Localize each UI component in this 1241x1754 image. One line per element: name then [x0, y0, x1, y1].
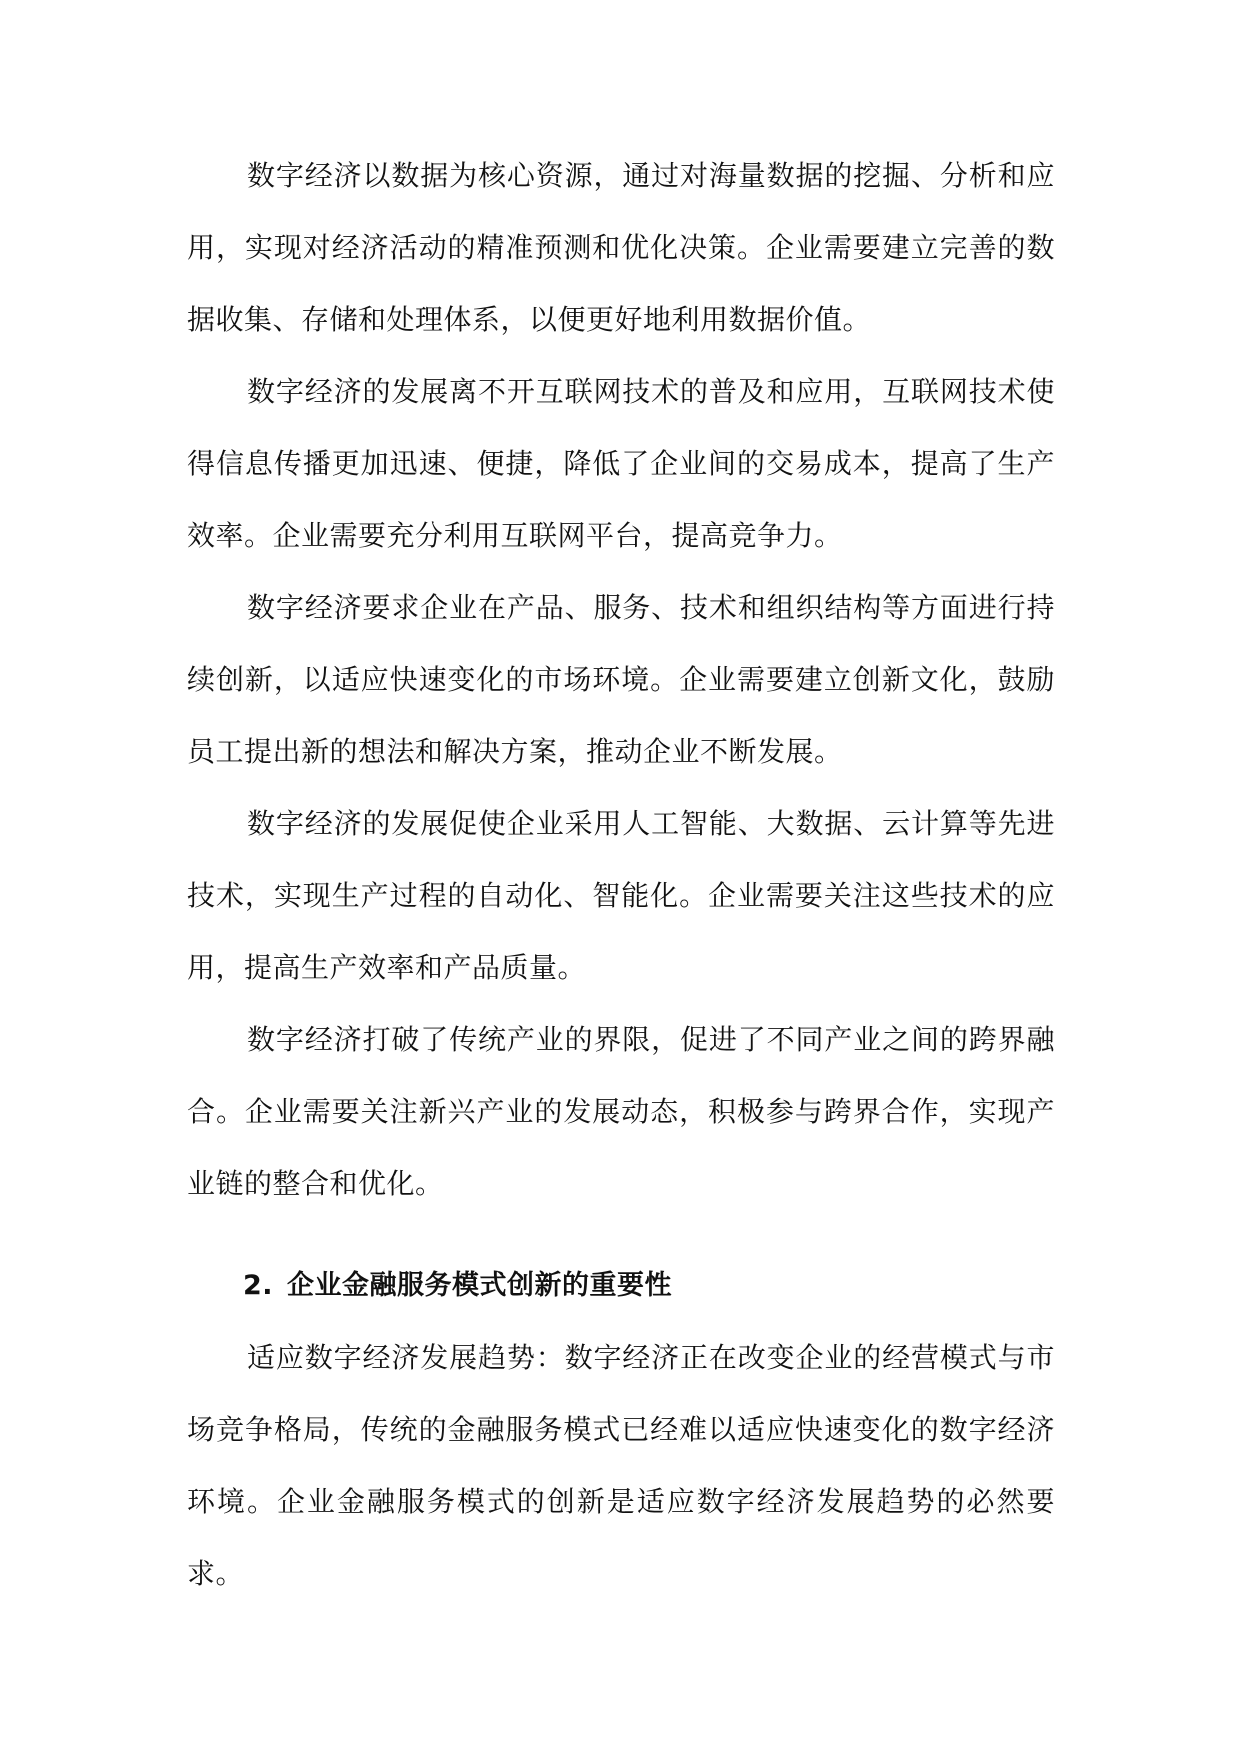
- paragraph-continuous-innovation: 数字经济要求企业在产品、服务、技术和组织结构等方面进行持续创新，以适应快速变化的市场环境。企业需要建立创新文化，鼓励员工提出新的想法和解决方案，推动企业不断发展。: [187, 591, 1055, 768]
- paragraph-data-resource: 数字经济以数据为核心资源，通过对海量数据的挖掘、分析和应用，实现对经济活动的精准预测和优化决策。企业需要建立完善的数据收集、存储和处理体系，以便更好地利用数据价值。: [187, 159, 1055, 336]
- section-title: 企业金融服务模式创新的重要性: [287, 1270, 673, 1301]
- document-body: [187, 140, 1055, 1610]
- section-number: 2.: [243, 1270, 274, 1301]
- section-heading: [187, 1250, 1055, 1322]
- paragraph-adapt-trend: 适应数字经济发展趋势：数字经济正在改变企业的经营模式与市场竞争格局，传统的金融服务模式已经难以适应快速变化的数字经济环境。企业金融服务模式的创新是适应数字经济发展趋势的必然要求。: [187, 1341, 1055, 1590]
- paragraph-cross-industry: 数字经济打破了传统产业的界限，促进了不同产业之间的跨界融合。企业需要关注新兴产业的发展动态，积极参与跨界合作，实现产业链的整合和优化。: [187, 1023, 1055, 1200]
- paragraph-advanced-technology: 数字经济的发展促使企业采用人工智能、大数据、云计算等先进技术，实现生产过程的自动化、智能化。企业需要关注这些技术的应用，提高生产效率和产品质量。: [187, 807, 1055, 984]
- paragraph-internet-technology: 数字经济的发展离不开互联网技术的普及和应用，互联网技术使得信息传播更加迅速、便捷，降低了企业间的交易成本，提高了生产效率。企业需要充分利用互联网平台，提高竞争力。: [187, 375, 1055, 552]
